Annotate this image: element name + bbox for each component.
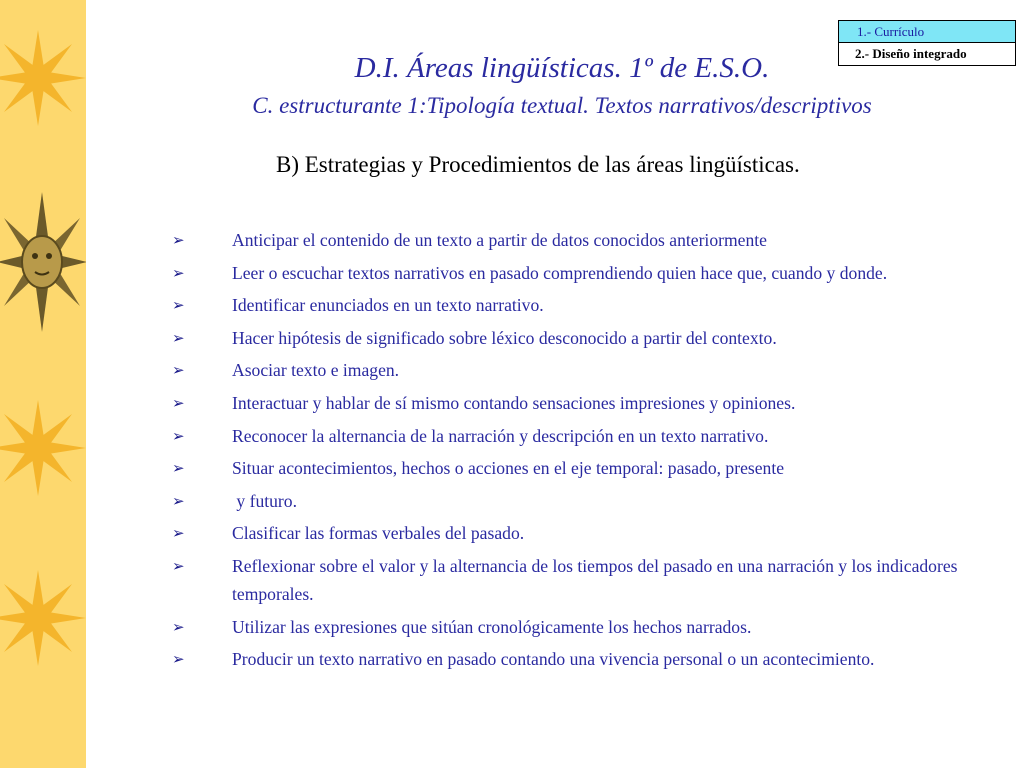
bullet-item: ➢ y futuro. (170, 487, 980, 515)
arrowhead-bullet-icon: ➢ (172, 426, 185, 445)
arrowhead-bullet-icon: ➢ (172, 491, 185, 510)
arrowhead-bullet-icon: ➢ (172, 393, 185, 412)
bullet-item: ➢ Reconocer la alternancia de la narración y descripción en un texto narrativo. (170, 422, 980, 450)
bullet-list (170, 226, 980, 678)
bullet-item: ➢ Situar acontecimientos, hechos o acciones en el eje temporal: pasado, presente (170, 454, 980, 482)
arrowhead-bullet-icon: ➢ (172, 328, 185, 347)
arrowhead-bullet-icon: ➢ (172, 650, 185, 669)
slide-title: D.I. Áreas lingüísticas. 1º de E.S.O. (354, 52, 770, 84)
bullet-item: ➢ Producir un texto narrativo en pasado contando una vivencia personal o un acontecimiento. (170, 645, 980, 673)
arrowhead-bullet-icon: ➢ (172, 524, 185, 543)
bullet-item: ➢ Identificar enunciados en un texto narrativo. (170, 291, 980, 319)
sun-pattern-icon (0, 0, 86, 768)
bullet-item: ➢ Asociar texto e imagen. (170, 356, 980, 384)
arrowhead-bullet-icon: ➢ (172, 263, 185, 282)
bullet-item: ➢ Utilizar las expresiones que sitúan cronológicamente los hechos narrados. (170, 613, 980, 641)
decorative-sidebar (0, 0, 86, 768)
arrowhead-bullet-icon: ➢ (172, 556, 185, 575)
bullet-item: ➢ Hacer hipótesis de significado sobre léxico desconocido a partir del contexto. (170, 324, 980, 352)
arrowhead-bullet-icon: ➢ (172, 231, 185, 249)
bullet-item: ➢ Anticipar el contenido de un texto a partir de datos conocidos anteriormente (170, 226, 980, 254)
bullet-item: ➢ Reflexionar sobre el valor y la alternancia de los tiempos del pasado en una narración y los indicadores temporales. (170, 552, 980, 608)
arrowhead-bullet-icon: ➢ (172, 459, 185, 478)
arrowhead-bullet-icon: ➢ (172, 296, 185, 315)
bullet-item: ➢ Clasificar las formas verbales del pasado. (170, 519, 980, 547)
bullet-item: ➢ Leer o escuchar textos narrativos en pasado comprendiendo quien hace que, cuando y donde. (170, 259, 980, 287)
arrowhead-bullet-icon: ➢ (172, 361, 185, 380)
nav-link-curriculo[interactable]: 1.- Currículo (839, 21, 1015, 43)
section-heading: B) Estrategias y Procedimientos de las áreas lingüísticas. (276, 152, 800, 177)
arrowhead-bullet-icon: ➢ (172, 617, 185, 636)
slide-subtitle: C. estructurante 1:Tipología textual. Textos narrativos/descriptivos (252, 93, 872, 118)
nav-link-diseno-integrado[interactable]: 2.- Diseño integrado (839, 43, 1015, 65)
bullet-item: ➢ Interactuar y hablar de sí mismo contando sensaciones impresiones y opiniones. (170, 389, 980, 417)
